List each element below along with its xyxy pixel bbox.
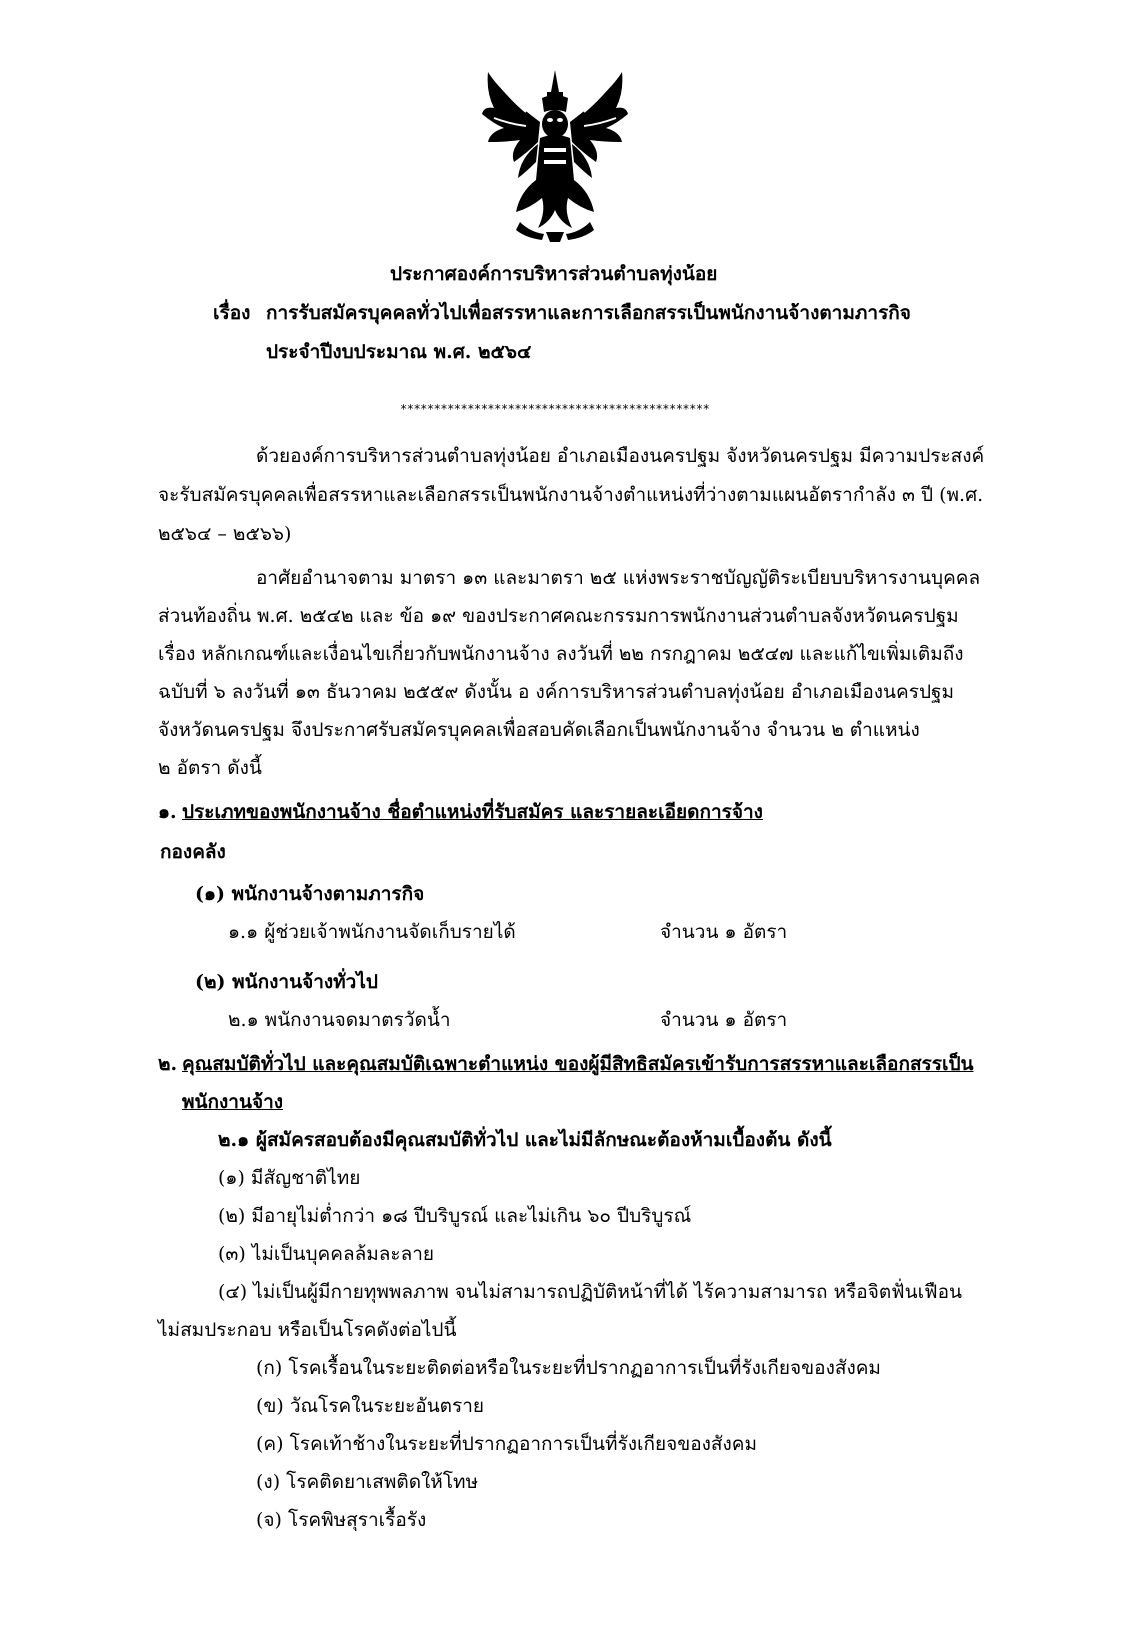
- qualification-3: (๓) ไม่เป็นบุคคลล้มละลาย: [218, 1243, 435, 1265]
- position-1-count: จำนวน ๑ อัตรา: [660, 921, 788, 943]
- intro-p2-line4: ฉบับที่ ๖ ลงวันที่ ๑๓ ธันวาคม ๒๕๕๙ ดังนั้น อ งค์การบริหารส่วนตำบลทุ่งน้อย อำเภอเมืองนครปฐม: [158, 681, 955, 703]
- qualification-2: (๒) มีอายุไม่ต่ำกว่า ๑๘ ปีบริบูรณ์ และไม่เกิน ๖๐ ปีบริบูรณ์: [218, 1205, 692, 1227]
- intro-p2-line2: ส่วนท้องถิ่น พ.ศ. ๒๕๔๒ และ ข้อ ๑๙ ของประกาศคณะกรรมการพนักงานส่วนตำบลจังหวัดนครปฐม: [158, 605, 959, 627]
- section2-heading-line2: พนักงานจ้าง: [182, 1091, 284, 1113]
- qualification-4-line2: ไม่สมประกอบ หรือเป็นโรคดังต่อไปนี้: [158, 1319, 457, 1341]
- intro-p2-line3: เรื่อง หลักเกณฑ์และเงื่อนไขเกี่ยวกับพนักงานจ้าง ลงวันที่ ๒๒ กรกฎาคม ๒๕๔๗ และแก้ไขเพิ่มเติมถึง: [158, 643, 964, 665]
- section1-heading: ประเภทของพนักงานจ้าง ชื่อตำแหน่งที่รับสมัคร และรายละเอียดการจ้าง: [182, 801, 763, 823]
- subject-label: เรื่อง: [213, 302, 251, 324]
- qualification-4-line1: (๔) ไม่เป็นผู้มีกายทุพพลภาพ จนไม่สามารถปฏิบัติหน้าที่ได้ ไร้ความสามารถ หรือจิตฟั่นเฟือน: [218, 1281, 962, 1303]
- disease-4: (ง) โรคติดยาเสพติดให้โทษ: [256, 1471, 479, 1493]
- section1-number: ๑.: [158, 801, 177, 823]
- position-2-name: ๒.๑ พนักงานจดมาตรวัดน้ำ: [228, 1009, 451, 1031]
- intro-p1-line3: ๒๕๖๔ – ๒๕๖๖): [158, 523, 292, 545]
- qualification-1: (๑) มีสัญชาติไทย: [218, 1167, 361, 1189]
- intro-p2-line1: อาศัยอำนาจตาม มาตรา ๑๓ และมาตรา ๒๕ แห่งพระราชบัญญัติระเบียบบริหารงานบุคคล: [256, 567, 981, 589]
- intro-p2-line6: ๒ อัตรา ดังนี้: [158, 757, 262, 779]
- separator-stars: **********************************************: [400, 402, 710, 416]
- intro-p2-line5: จังหวัดนครปฐม จึงประกาศรับสมัครบุคคลเพื่อสอบคัดเลือกเป็นพนักงานจ้าง จำนวน ๒ ตำแหน่ง: [158, 719, 920, 741]
- employee-group-1: (๑) พนักงานจ้างตามภารกิจ: [195, 883, 425, 905]
- subject-line-2: ประจำปีงบประมาณ พ.ศ. ๒๕๖๔: [266, 341, 532, 363]
- section2-number: ๒.: [158, 1053, 178, 1075]
- position-1-name: ๑.๑ ผู้ช่วยเจ้าพนักงานจัดเก็บรายได้: [228, 921, 516, 943]
- position-2-count: จำนวน ๑ อัตรา: [660, 1009, 788, 1031]
- announcement-title: ประกาศองค์การบริหารส่วนตำบลทุ่งน้อย: [390, 263, 718, 285]
- intro-p1-line2: จะรับสมัครบุคคลเพื่อสรรหาและเลือกสรรเป็นพนักงานจ้างตำแหน่งที่ว่างตามแผนอัตรากำลัง ๓ ปี (พ.ศ.: [158, 484, 984, 506]
- employee-group-2: (๒) พนักงานจ้างทั่วไป: [195, 971, 378, 993]
- subject-line-1: การรับสมัครบุคคลทั่วไปเพื่อสรรหาและการเลือกสรรเป็นพนักงานจ้างตามภารกิจ: [266, 302, 911, 324]
- disease-5: (จ) โรคพิษสุราเรื้อรัง: [256, 1509, 427, 1531]
- disease-1: (ก) โรคเรื้อนในระยะติดต่อหรือในระยะที่ปรากฏอาการเป็นที่รังเกียจของสังคม: [256, 1357, 881, 1379]
- division-name: กองคลัง: [160, 841, 226, 863]
- disease-2: (ข) วัณโรคในระยะอันตราย: [256, 1395, 485, 1417]
- disease-3: (ค) โรคเท้าช้างในระยะที่ปรากฏอาการเป็นที่รังเกียจของสังคม: [256, 1433, 758, 1455]
- subsection-2-1: ๒.๑ ผู้สมัครสอบต้องมีคุณสมบัติทั่วไป และไม่มีลักษณะต้องห้ามเบื้องต้น ดังนี้: [218, 1129, 832, 1151]
- intro-p1-line1: ด้วยองค์การบริหารส่วนตำบลทุ่งน้อย อำเภอเมืองนครปฐม จังหวัดนครปฐม มีความประสงค์: [256, 445, 985, 467]
- garuda-emblem: [480, 62, 630, 242]
- section2-heading-line1: คุณสมบัติทั่วไป และคุณสมบัติเฉพาะตำแหน่ง ของผู้มีสิทธิสมัครเข้ารับการสรรหาและเลือกสรรเป็น: [182, 1053, 974, 1075]
